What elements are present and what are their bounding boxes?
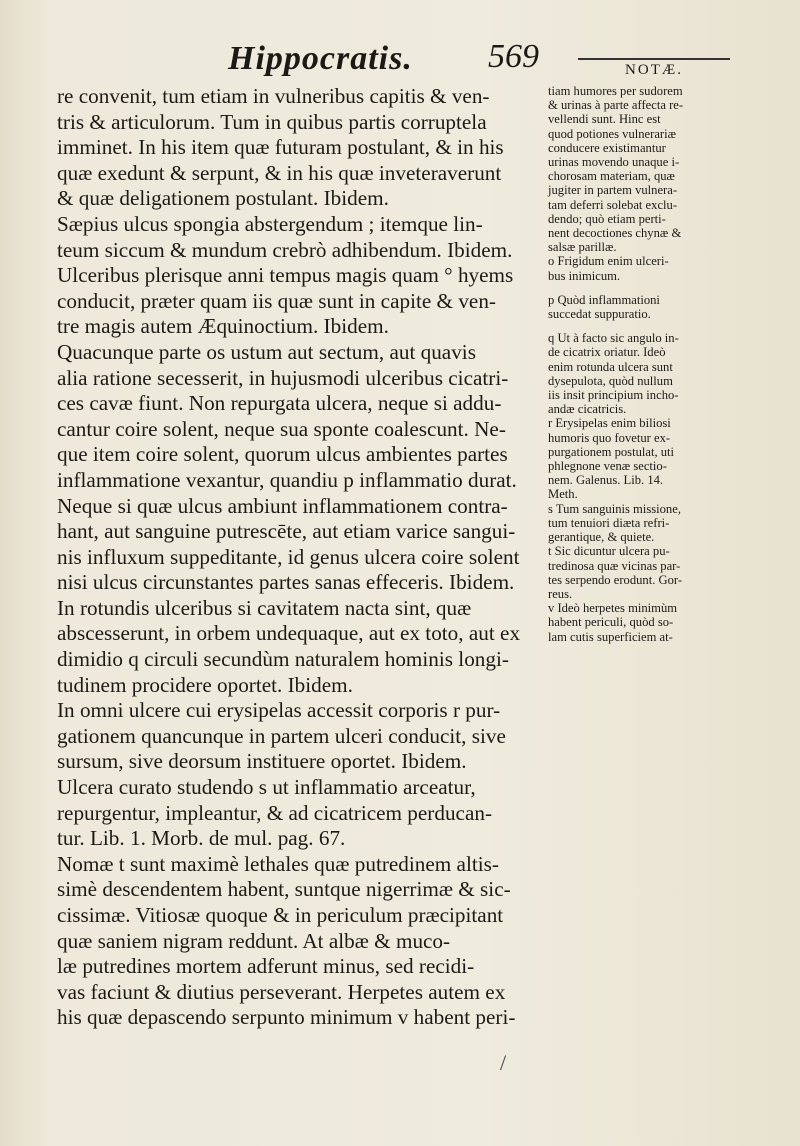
- text-line: quæ exedunt & serpunt, & in his quæ inveteraverunt: [57, 160, 502, 185]
- text-line: repurgentur, impleantur, & ad cicatricem perducan-: [57, 800, 493, 825]
- text-line: sursum, sive deorsum instituere oportet. Ibidem.: [57, 749, 467, 774]
- page-header: [0, 40, 800, 90]
- text-line: Ulceribus plerisque anni tempus magis quam ° hyems: [57, 263, 514, 288]
- note-line: dysepulota, quòd nullum: [548, 373, 673, 388]
- note-line: salsæ parillæ.: [548, 240, 617, 255]
- note-line: & urinas à parte affecta re-: [548, 98, 684, 113]
- text-line: simè descendentem habent, suntque nigerrimæ & sic-: [57, 877, 511, 902]
- notes-column: [548, 84, 748, 644]
- text-line: nisi ulcus circunstantes partes sanas effeceris. Ibidem.: [57, 570, 515, 595]
- text-line: re convenit, tum etiam in vulneribus capitis & ven-: [57, 84, 490, 108]
- text-line: læ putredines mortem adferunt minus, sed recidi-: [57, 954, 475, 979]
- note-line: o Frigidum enim ulceri-: [548, 254, 669, 269]
- note-line: andæ cicatricis.: [548, 402, 627, 417]
- text-line: Quacunque parte os ustum aut sectum, aut quavis: [57, 339, 476, 364]
- text-line: gationem quancunque in partem ulceri conducit, sive: [57, 723, 506, 748]
- footer-mark: /: [500, 1050, 507, 1075]
- note-line: phlegnone venæ sectio-: [548, 459, 667, 474]
- text-line: cissimæ. Vitiosæ quoque & in periculum præcipitant: [57, 903, 504, 927]
- text-line: hant, aut sanguine putrescēte, aut etiam varice sangui-: [57, 519, 516, 544]
- text-line: & quæ deligationem postulant. Ibidem.: [57, 186, 389, 211]
- note-line: tes serpendo erodunt. Gor-: [548, 572, 683, 587]
- note-line: t Sic dicuntur ulcera pu-: [548, 544, 670, 559]
- note-line: dendo; quò etiam perti-: [548, 211, 666, 226]
- note-line: lam cutis superficiem at-: [548, 629, 673, 644]
- text-line: Neque si quæ ulcus ambiunt inflammationem contra-: [57, 493, 508, 518]
- note-line: r Erysipelas enim biliosi: [548, 416, 671, 431]
- note-line: quod potiones vulnerariæ: [548, 126, 677, 141]
- note-line: habent periculi, quòd so-: [548, 615, 674, 630]
- text-line: his quæ depascendo serpunto minimum v habent peri-: [57, 1005, 516, 1030]
- text-line: Sæpius ulcus spongia abstergendum ; itemque lin-: [57, 211, 483, 236]
- note-line: tredinosa quæ vicinas par-: [548, 558, 681, 573]
- note-line: bus inimicum.: [548, 268, 621, 283]
- note-spacer: [548, 321, 748, 331]
- text-line: In rotundis ulceribus si cavitatem nacta sint, quæ: [57, 595, 472, 620]
- note-line: purgationem postulat, uti: [548, 444, 675, 459]
- text-line: teum siccum & mundum crebrò adhibendum. Ibidem.: [57, 237, 513, 262]
- text-line: imminet. In his item quæ futuram postulant, & in his: [57, 135, 504, 160]
- note-line: enim rotunda ulcera sunt: [548, 359, 673, 374]
- note-line: tum tenuiori diæta refri-: [548, 515, 670, 530]
- note-line: iis insit principium incho-: [548, 388, 679, 403]
- text-line: tudinem procidere oportet. Ibidem.: [57, 672, 353, 697]
- note-line: nem. Galenus. Lib. 14.: [548, 473, 664, 488]
- text-line: quæ saniem nigram reddunt. At albæ & muco-: [57, 928, 451, 953]
- text-line: inflammatione vexantur, quandiu p inflammatio durat.: [57, 467, 517, 492]
- note-line: humoris quo fovetur ex-: [548, 430, 671, 445]
- note-line: vellendi sunt. Hinc est: [548, 112, 661, 127]
- text-line: vas faciunt & diutius perseverant. Herpetes autem ex: [57, 979, 506, 1004]
- note-line: succedat suppuratio.: [548, 307, 651, 322]
- text-line: cantur coire solent, neque sua sponte coalescunt. Ne-: [57, 416, 506, 441]
- text-line: tur. Lib. 1. Morb. de mul. pag. 67.: [57, 826, 346, 851]
- note-line: conducere existimantur: [548, 140, 666, 155]
- text-line: Nomæ t sunt maximè lethales quæ putredinem altis-: [57, 851, 499, 876]
- note-line: jugiter in partem vulnera-: [548, 183, 678, 198]
- text-line: tre magis autem Æquinoctium. Ibidem.: [57, 314, 389, 339]
- note-line: Meth.: [548, 487, 578, 502]
- note-line: reus.: [548, 586, 573, 601]
- note-spacer: [548, 283, 748, 293]
- note-line: chorosam materiam, quæ: [548, 169, 675, 184]
- text-line: abscesserunt, in orbem undequaque, aut ex toto, aut ex: [57, 621, 521, 646]
- text-line: alia ratione secesserit, in hujusmodi ulceribus cicatri-: [57, 365, 509, 390]
- text-line: In omni ulcere cui erysipelas accessit corporis r pur-: [57, 698, 501, 723]
- note-line: nent decoctiones chynæ &: [548, 226, 682, 241]
- text-line: Ulcera curato studendo s ut inflammatio arceatur,: [57, 775, 476, 800]
- text-line: que item coire solent, quorum ulcus ambientes partes: [57, 442, 508, 467]
- page-number: 569: [488, 38, 539, 75]
- note-line: de cicatrix oriatur. Ideò: [548, 345, 666, 360]
- notes-heading: NOTÆ.: [578, 58, 730, 79]
- text-line: conducit, præter quam iis quæ sunt in capite & ven-: [57, 288, 496, 313]
- note-line: tam deferri solebat exclu-: [548, 197, 678, 212]
- text-line: dimidio q circuli secundùm naturalem hominis longi-: [57, 647, 509, 672]
- running-title: Hippocratis.: [228, 40, 413, 77]
- note-line: s Tum sanguinis missione,: [548, 501, 681, 516]
- text-line: ces cavæ fiunt. Non repurgata ulcera, neque si addu-: [57, 391, 502, 416]
- main-text-column: [57, 84, 545, 1031]
- note-line: v Ideò herpetes minimùm: [548, 601, 678, 616]
- note-line: tiam humores per sudorem: [548, 84, 683, 98]
- text-line: tris & articulorum. Tum in quibus partis corruptela: [57, 109, 487, 134]
- note-line: urinas movendo unaque i-: [548, 155, 680, 170]
- text-line: nis influxum suppeditante, id genus ulcera coire solent: [57, 544, 520, 569]
- note-line: gerantique, & quiete.: [548, 530, 655, 545]
- note-line: p Quòd inflammationi: [548, 292, 660, 307]
- note-line: q Ut à facto sic angulo in-: [548, 331, 679, 346]
